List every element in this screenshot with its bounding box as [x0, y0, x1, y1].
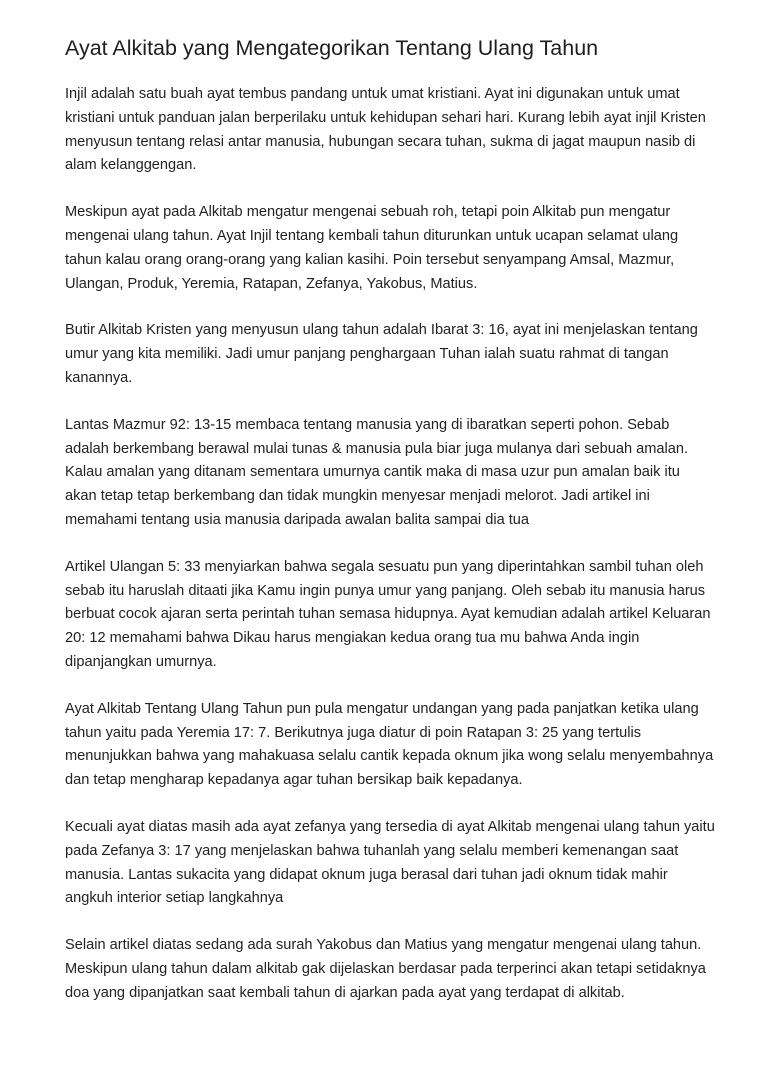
- paragraph-2: Meskipun ayat pada Alkitab mengatur mengenai sebuah roh, tetapi poin Alkitab pun mengatur mengenai ulang tahun. Ayat Injil tentang kembali tahun diturunkan untuk ucapan selamat ulang tahun kalau orang orang-orang yang kalian kasihi. Poin tersebut senyampang Amsal, Mazmur, Ulangan, Produk, Yeremia, Ratapan, Zefanya, Yakobus, Matius.: [65, 204, 679, 292]
- paragraph-3: Butir Alkitab Kristen yang menyusun ulang tahun adalah Ibarat 3: 16, ayat ini menjelaskan tentang umur yang kita memiliki. Jadi umur panjang penghargaan Tuhan ialah suatu rahmat di tangan kanannya.: [65, 322, 698, 386]
- paragraph-8: Selain artikel diatas sedang ada surah Yakobus dan Matius yang mengatur mengenai ulang tahun. Meskipun ulang tahun dalam alkitab gak dijelaskan berdasar pada terperinci akan tetapi setidaknya doa yang dipanjatkan saat kembali tahun di ajarkan pada ayat yang terdapat di alkitab.: [65, 937, 706, 1001]
- paragraph-1: Injil adalah satu buah ayat tembus pandang untuk umat kristiani. Ayat ini digunakan untuk umat kristiani untuk panduan jalan berperilaku untuk kehidupan sehari hari. Kurang lebih ayat injil Kristen menyusun tentang relasi antar manusia, hubungan secara tuhan, sukma di jagat maupun nasib di alam kelanggengan.: [65, 86, 706, 174]
- document-page: [65, 33, 715, 1029]
- page-title: Ayat Alkitab yang Mengategorikan Tentang Ulang Tahun: [65, 36, 599, 60]
- paragraph-6: Ayat Alkitab Tentang Ulang Tahun pun pula mengatur undangan yang pada panjatkan ketika ulang tahun yaitu pada Yeremia 17: 7. Berikutnya juga diatur di poin Ratapan 3: 25 yang tertulis menunjukkan bahwa yang mahakuasa selalu cantik kepada oknum jika wong selalu menyembahnya dan tetap mengharap kepadanya agar tuhan bersikap baik kepadanya.: [65, 700, 714, 789]
- paragraph-5: Artikel Ulangan 5: 33 menyiarkan bahwa segala sesuatu pun yang diperintahkan sambil tuhan oleh sebab itu haruslah ditaati jika Kamu ingin punya umur yang panjang. Oleh sebab itu manusia harus berbuat cocok ajaran serta perintah tuhan semasa hidupnya. Ayat kemudian adalah artikel Keluaran 20: 12 memahami bahwa Dikau harus mengiakan kedua orang tua mu bahwa Anda ingin dipanjangkan umurnya.: [65, 558, 711, 670]
- paragraph-7: Kecuali ayat diatas masih ada ayat zefanya yang tersedia di ayat Alkitab mengenai ulang tahun yaitu pada Zefanya 3: 17 yang menjelaskan bahwa tuhanlah yang selalu memberi kemenangan saat manusia. Lantas sukacita yang didapat oknum juga berasal dari tuhan jadi oknum tidak mahir angkuh interior setiap langkahnya: [65, 818, 715, 907]
- paragraph-4: Lantas Mazmur 92: 13-15 membaca tentang manusia yang di ibaratkan seperti pohon. Sebab adalah berkembang berawal mulai tunas & manusia pula biar juga mulanya dari sebuah amalan. Kalau amalan yang ditanam sementara umurnya cantik maka di masa uzur pun amalan baik itu akan tetap tetap berkembang dan tidak mungkin menyesar menjadi melorot. Jadi artikel ini memahami tentang usia manusia daripada awalan balita sampai dia tua: [65, 416, 689, 528]
